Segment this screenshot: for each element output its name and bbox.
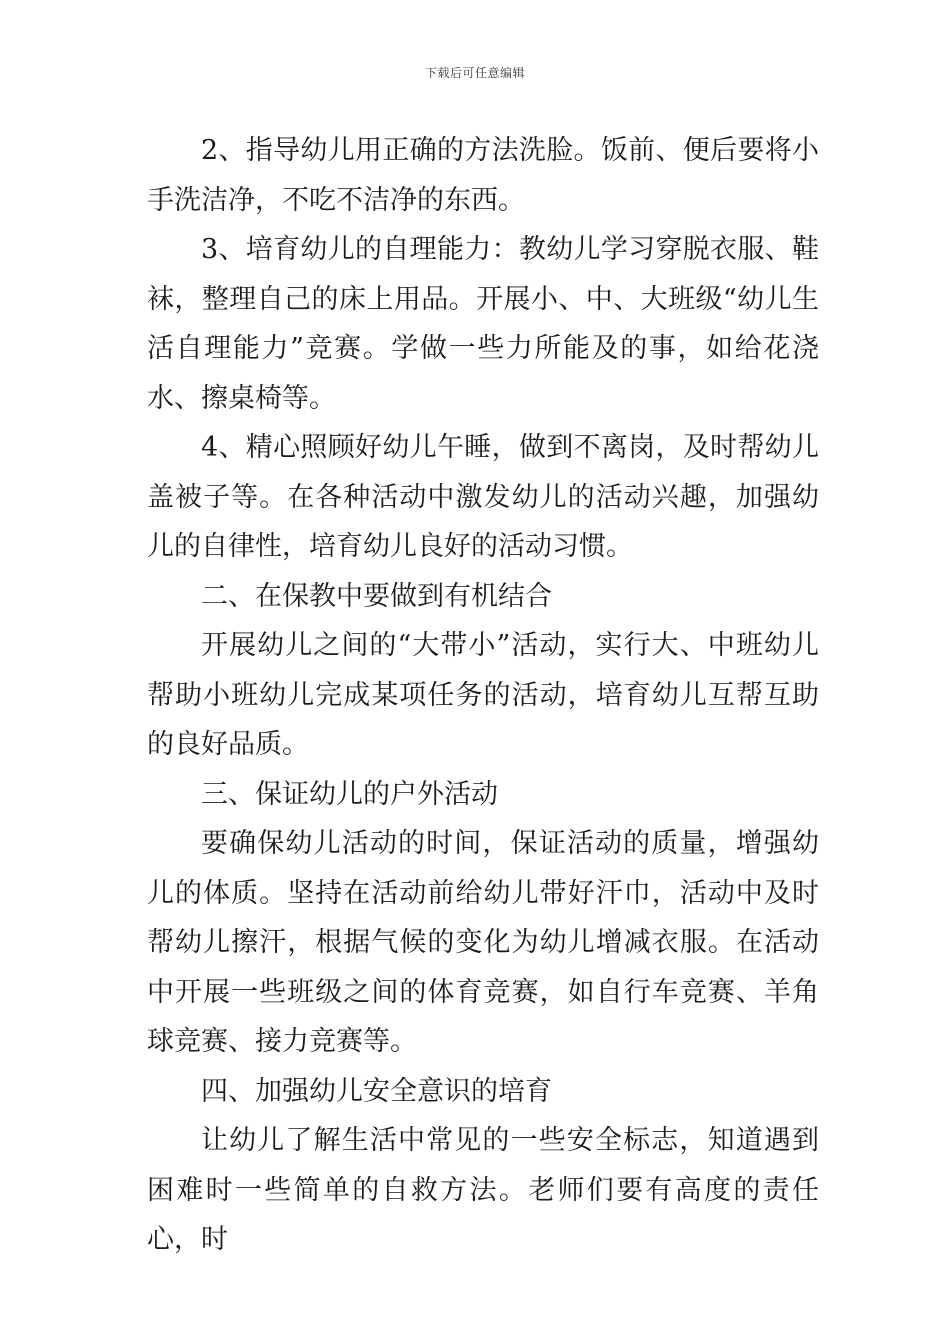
section-heading-4: 四、加强幼儿安全意识的培育 bbox=[201, 1075, 552, 1107]
paragraph-item-3: 3、培育幼儿的自理能力：教幼儿学习穿脱衣服、鞋袜，整理自己的床上用品。开展小、中、大班级“幼儿生活自理能力”竞赛。学做一些力所能及的事，如给花浇水、擦桌椅等。 bbox=[147, 234, 819, 414]
paragraph-section-3: 要确保幼儿活动的时间，保证活动的质量，增强幼儿的体质。坚持在活动前给幼儿带好汗巾，活动中及时帮幼儿擦汗，根据气候的变化为幼儿增减衣服。在活动中开展一些班级之间的体育竞赛，如自行车竞赛、羊角球竞赛、接力竞赛等。 bbox=[147, 828, 819, 1057]
section-heading-2: 二、在保教中要做到有机结合 bbox=[201, 580, 552, 612]
document-body bbox=[147, 126, 819, 1265]
paragraph-section-4: 让幼儿了解生活中常见的一些安全标志，知道遇到困难时一些简单的自救方法。老师们要有高度的责任心，时 bbox=[147, 1125, 819, 1255]
paragraph-section-2: 开展幼儿之间的“大带小”活动，实行大、中班幼儿帮助小班幼儿完成某项任务的活动，培育幼儿互帮互助的良好品质。 bbox=[147, 630, 819, 760]
paragraph-item-4: 4、精心照顾好幼儿午睡，做到不离岗，及时帮幼儿盖被子等。在各种活动中激发幼儿的活动兴趣，加强幼儿的自律性，培育幼儿良好的活动习惯。 bbox=[147, 432, 819, 562]
page-header: 下载后可任意编辑 bbox=[424, 66, 525, 80]
section-heading-3: 三、保证幼儿的户外活动 bbox=[201, 778, 498, 810]
paragraph-item-2: 2、指导幼儿用正确的方法洗脸。饭前、便后要将小手洗洁净，不吃不洁净的东西。 bbox=[147, 135, 819, 216]
